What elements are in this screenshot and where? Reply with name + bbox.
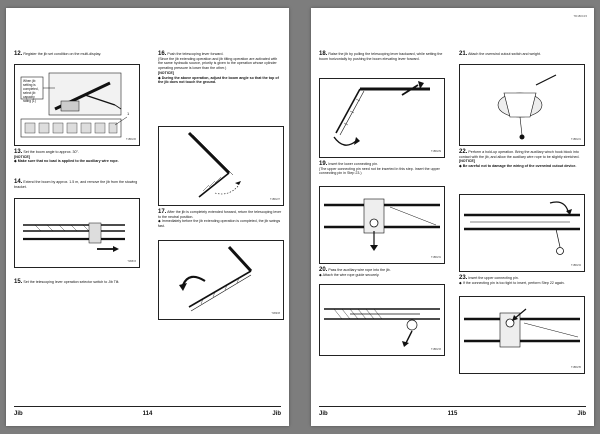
step-number: 15. — [14, 279, 23, 285]
step-number: 18. — [319, 51, 328, 57]
callout-text: When jib — [23, 79, 36, 83]
step-number: 12. — [14, 51, 23, 57]
figure-stowing-bracket — [14, 198, 140, 268]
footer-section: Jib — [319, 411, 328, 417]
step-13 — [14, 150, 138, 164]
footer-section: Jib — [272, 411, 281, 417]
step-number: 14. — [14, 179, 23, 185]
notice-label: [NOTICE] — [158, 70, 174, 75]
figure-overwind-switch — [459, 64, 585, 146]
step-15 — [14, 280, 138, 285]
figure-upper-pin — [459, 296, 585, 374]
step-text: After the jib is completely extended forward, return the telescoping lever to the neutral position. — [158, 210, 282, 219]
figure-aux-rope — [319, 284, 445, 356]
figure-id: T1B9V35 — [571, 366, 581, 370]
step-text: Push the telescoping lever forward. — [167, 52, 224, 56]
step-text: Attach the overwind cutout switch and weight. — [468, 52, 541, 56]
figure-id: T1B9V26 — [126, 138, 136, 142]
header-code: TD180C15 — [573, 14, 587, 18]
figure-id: T1B9V27 — [270, 198, 280, 202]
right-footer — [319, 406, 586, 421]
step-detail: ◆ Attach the wire rope guide securely. — [319, 272, 380, 277]
figure-id: T1B9V29 — [431, 150, 441, 154]
step-text: Pass the auxiliary wire rope into the jib. — [328, 268, 391, 272]
figure-jib-swing — [158, 240, 284, 320]
step-14 — [14, 180, 138, 189]
step-12 — [14, 52, 138, 57]
figure-id: T1B9V33 — [431, 348, 441, 352]
step-detail: (The upper connecting pin need not be inserted in this step. Insert the upper connecting pin in Step 23.) — [319, 166, 440, 176]
step-number: 20. — [319, 267, 328, 273]
svg-text:setting is: setting is — [23, 83, 36, 87]
step-number: 17. — [158, 209, 167, 215]
notice-label: [NOTICE] — [459, 159, 475, 164]
step-20 — [319, 268, 443, 277]
step-number: 16. — [158, 51, 167, 57]
step-22 — [459, 150, 583, 169]
step-text: Extend the boom by approx. 1.5 m, and remove the jib from the stowing bracket. — [14, 180, 138, 189]
footer-section: Jib — [577, 411, 586, 417]
page-number: 114 — [142, 411, 153, 417]
step-18 — [319, 52, 443, 61]
figure-id: T1B9V8 — [271, 312, 280, 316]
step-text: Set the boom angle to approx. 30°. — [23, 150, 79, 154]
figure-raise-jib — [319, 78, 445, 158]
step-text: Raise the jib by pulling the telescoping lever backward, while setting the boom horizontally by pushing the boom elevating lever forward. — [319, 52, 443, 61]
step-number: 23. — [459, 275, 468, 281]
step-21 — [459, 52, 583, 57]
svg-text:capacity: capacity — [23, 95, 35, 99]
step-detail: ◆ Immediately before the jib extending operation is completed, the jib swings fast. — [158, 219, 281, 229]
figure-hook-block — [459, 194, 585, 272]
step-text: Insert the upper connecting pin. — [468, 276, 519, 280]
step-text: Insert the lower connecting pin. — [328, 162, 379, 166]
footer-section: Jib — [14, 411, 23, 417]
page-number: 115 — [447, 411, 458, 417]
step-number: 22. — [459, 149, 468, 155]
notice-label: [NOTICE] — [14, 154, 30, 159]
step-23 — [459, 276, 583, 285]
step-text: Register the jib set condition on the multi-display. — [23, 52, 102, 56]
figure-multi-display — [14, 64, 140, 146]
figure-id: T1B9V21 — [571, 138, 581, 142]
step-number: 21. — [459, 51, 468, 57]
figure-id: T1B9V34 — [571, 264, 581, 268]
step-17 — [158, 210, 282, 229]
figure-id: T1B8V3 — [127, 260, 136, 264]
step-text: Perform a hold-up operation. Bring the auxiliary winch hook block into contact with the jib, and allow the auxiliary wire rope to be slightly stretched. — [459, 150, 580, 159]
figure-jib-extend — [158, 126, 284, 206]
warning-text: ◆ Be careful not to damage the wiring of the overwind cutout device. — [459, 164, 577, 169]
step-number: 13. — [14, 149, 23, 155]
left-page — [6, 8, 289, 426]
step-number: 19. — [319, 161, 328, 167]
svg-text:select jib: select jib — [23, 91, 36, 95]
svg-text:1: 1 — [127, 111, 130, 116]
step-19 — [319, 162, 443, 176]
step-16 — [158, 52, 282, 85]
left-footer — [14, 406, 281, 421]
svg-text:rating (1): rating (1) — [23, 99, 36, 103]
figure-id: T1B9V31 — [431, 256, 441, 260]
right-page — [311, 8, 594, 426]
step-detail: ◆ If the connecting pin is too tight to insert, perform Step 22 again. — [459, 280, 565, 285]
warning-text: ◆ Make sure that no load is applied to the auxiliary wire rope. — [14, 159, 119, 164]
step-text: Set the telescoping lever operation selector switch to Jib Tilt. — [23, 280, 120, 284]
figure-lower-pin — [319, 186, 445, 264]
svg-text:completed,: completed, — [23, 87, 39, 91]
warning-text: ◆ During the above operation, adjust the boom angle so that the top of the jib does not touch the ground. — [158, 75, 279, 85]
step-detail: (Since the jib extending operation and jib tilting operation are activated with the same hydraulic source, priority is given to the operation whose cylinder operating pressure is lower than the other.) — [158, 56, 278, 71]
